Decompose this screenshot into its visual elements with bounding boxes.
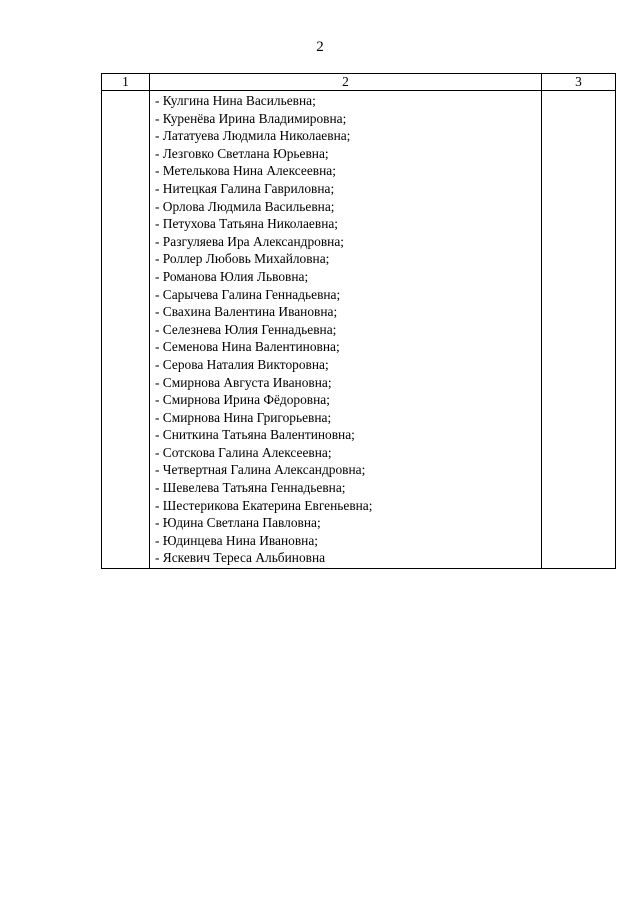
- list-item: - Семенова Нина Валентиновна;: [155, 339, 340, 355]
- list-item: - Юдинцева Нина Ивановна;: [155, 532, 318, 548]
- list-item: - Яскевич Тереса Альбиновна: [155, 550, 326, 566]
- column-1-cell: [102, 91, 150, 569]
- list-item: - Кулгина Нина Васильевна;: [155, 93, 316, 108]
- list-item: - Селезнева Юлия Геннадьевна;: [155, 321, 337, 337]
- table-row: [102, 91, 616, 569]
- list-item: - Куренёва Ирина Владимировна;: [155, 110, 347, 126]
- list-item: - Сотскова Галина Алексеевна;: [155, 444, 332, 460]
- names-cell: [150, 91, 542, 569]
- list-item: - Сарычева Галина Геннадьевна;: [155, 286, 341, 302]
- list-item: - Разгуляева Ира Александровна;: [155, 233, 345, 249]
- list-item: - Орлова Людмила Васильевна;: [155, 198, 335, 214]
- list-item: - Лезговко Светлана Юрьевна;: [155, 145, 329, 161]
- list-item: - Метелькова Нина Алексеевна;: [155, 163, 336, 179]
- list-item: - Лататуева Людмила Николаевна;: [155, 128, 351, 144]
- list-item: - Нитецкая Галина Гавриловна;: [155, 180, 335, 196]
- list-item: - Юдина Светлана Павловна;: [155, 515, 321, 531]
- names-list: [155, 92, 541, 567]
- table-header-row: [102, 74, 616, 91]
- list-item: - Смирнова Ирина Фёдоровна;: [155, 392, 330, 408]
- list-item: - Петухова Татьяна Николаевна;: [155, 216, 339, 232]
- list-item: - Смирнова Августа Ивановна;: [155, 374, 332, 390]
- list-item: - Серова Наталия Викторовна;: [155, 356, 329, 372]
- list-item: - Четвертная Галина Александровна;: [155, 462, 366, 478]
- column-header-3: 3: [542, 74, 616, 91]
- list-item: - Романова Юлия Львовна;: [155, 268, 309, 284]
- page-number: 2: [316, 39, 324, 55]
- column-header-1: 1: [102, 74, 150, 91]
- list-item: - Шевелева Татьяна Геннадьевна;: [155, 480, 346, 496]
- list-item: - Свахина Валентина Ивановна;: [155, 304, 338, 320]
- list-item: - Сниткина Татьяна Валентиновна;: [155, 427, 355, 443]
- column-3-cell: [542, 91, 616, 569]
- column-header-2: 2: [150, 74, 542, 91]
- list-item: - Роллер Любовь Михайловна;: [155, 251, 330, 267]
- document-table: [101, 73, 616, 569]
- list-item: - Смирнова Нина Григорьевна;: [155, 409, 332, 425]
- list-item: - Шестерикова Екатерина Евгеньевна;: [155, 497, 373, 513]
